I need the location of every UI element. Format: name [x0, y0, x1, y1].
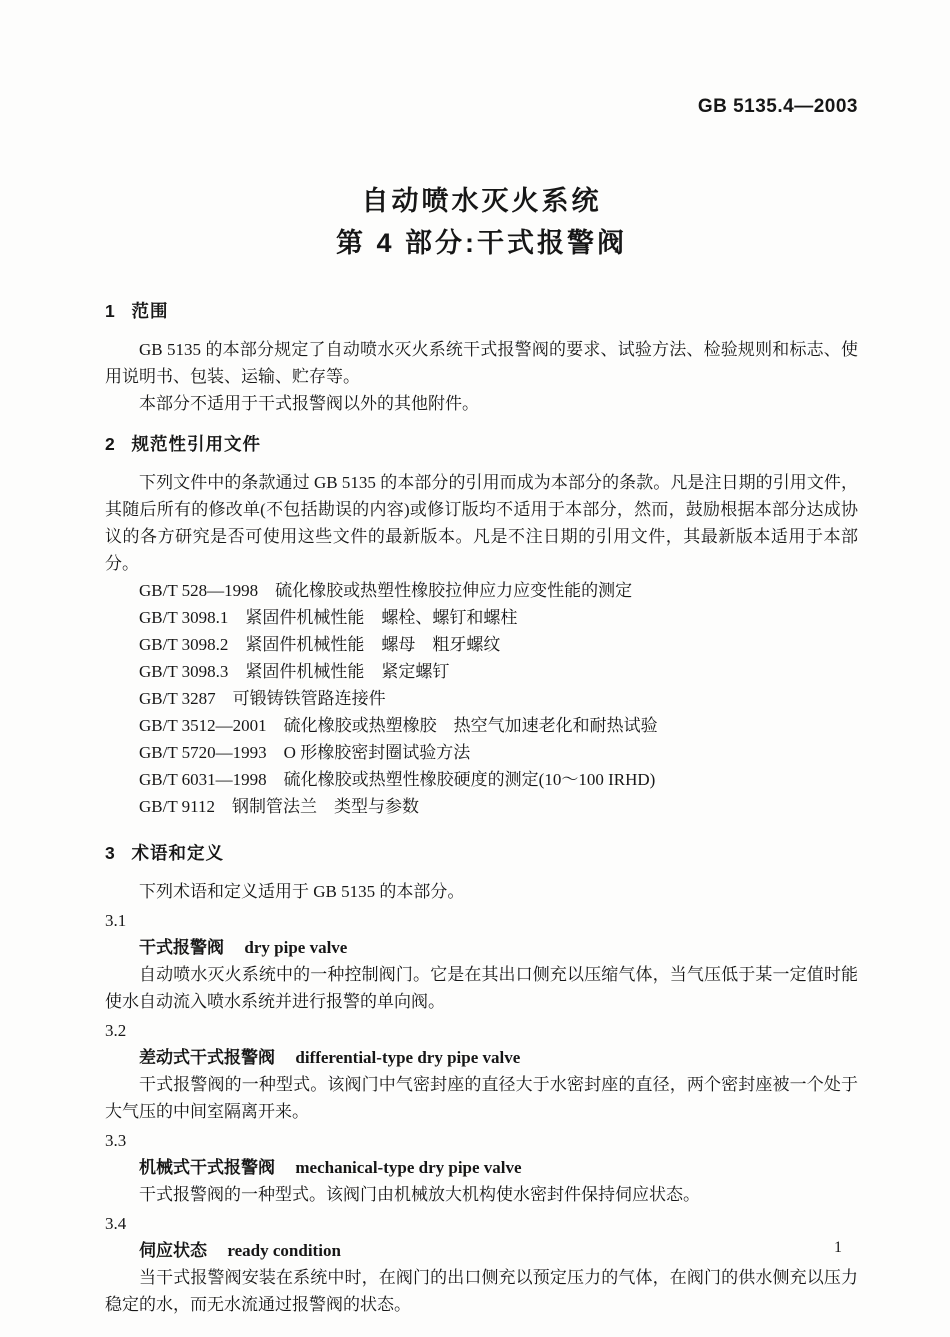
reference-code: GB/T 528—1998 — [139, 581, 259, 600]
term-definition: 自动喷水灭火系统中的一种控制阀门。它是在其出口侧充以压缩气体，当气压低于某一定值时能使水自动流入喷水系统并进行报警的单向阀。 — [105, 965, 858, 1011]
term-name — [105, 1154, 858, 1181]
reference-title: 钢制管法兰 类型与参数 — [232, 797, 420, 816]
section-heading-references — [105, 431, 858, 457]
term-number: 3.4 — [105, 1214, 127, 1233]
reference-code: GB/T 6031—1998 — [139, 770, 267, 789]
term-name-en: ready condition — [227, 1241, 341, 1260]
term-definition: 干式报警阀的一种型式。该阀门中气密封座的直径大于水密封座的直径，两个密封座被一个处于大气压的中间室隔离开来。 — [105, 1075, 858, 1121]
paragraph: 下列术语和定义适用于 GB 5135 的本部分。 — [139, 882, 465, 901]
page-number: 1 — [834, 1239, 842, 1256]
term-definition: 当干式报警阀安装在系统中时，在阀门的出口侧充以预定压力的气体，在阀门的供水侧充以压力稳定的水，而无水流通过报警阀的状态。 — [105, 1268, 858, 1314]
reference-code: GB/T 9112 — [139, 797, 216, 816]
reference-code: GB/T 3098.3 — [139, 662, 229, 681]
reference-item — [105, 739, 858, 766]
reference-item — [105, 604, 858, 631]
term-name-en: mechanical-type dry pipe valve — [295, 1158, 522, 1177]
reference-item — [105, 766, 858, 793]
doc-header — [105, 96, 858, 118]
section-title: 术语和定义 — [131, 843, 224, 863]
reference-title: 硫化橡胶或热塑橡胶 热空气加速老化和耐热试验 — [283, 716, 658, 735]
reference-item — [105, 577, 858, 604]
term-name-zh: 差动式干式报警阀 — [139, 1048, 275, 1067]
paragraph: 本部分不适用于干式报警阀以外的其他附件。 — [139, 394, 479, 413]
section-heading-scope — [105, 298, 858, 324]
term-name-zh: 机械式干式报警阀 — [139, 1158, 275, 1177]
term-block — [105, 1017, 858, 1125]
term-definition: 干式报警阀的一种型式。该阀门由机械放大机构使水密封件保持伺应状态。 — [139, 1185, 700, 1204]
section-number: 3 — [105, 843, 116, 863]
reference-code: GB/T 3098.2 — [139, 635, 229, 654]
reference-title: 紧固件机械性能 螺母 粗牙螺纹 — [245, 635, 501, 654]
term-name-en: differential-type dry pipe valve — [295, 1048, 521, 1067]
reference-title: 可锻铸铁管路连接件 — [232, 689, 386, 708]
term-name-en: dry pipe valve — [244, 938, 348, 957]
term-number: 3.2 — [105, 1021, 127, 1040]
term-block — [105, 1127, 858, 1208]
term-name — [105, 1044, 858, 1071]
reference-item — [105, 658, 858, 685]
standard-number: GB 5135.4—2003 — [697, 96, 858, 117]
doc-title-line-2: 第 4 部分:干式报警阀 — [335, 228, 627, 258]
term-name — [105, 934, 858, 961]
section-terms-definitions — [105, 840, 858, 1318]
doc-title-line-1: 自动喷水灭火系统 — [361, 186, 602, 216]
reference-title: 硫化橡胶或热塑性橡胶硬度的测定(10～100 IRHD) — [283, 770, 656, 789]
reference-title: 紧固件机械性能 螺栓、螺钉和螺柱 — [245, 608, 518, 627]
reference-title: 硫化橡胶或热塑性橡胶拉伸应力应变性能的测定 — [275, 581, 633, 600]
term-name — [105, 1237, 858, 1264]
reference-title: 紧固件机械性能 紧定螺钉 — [245, 662, 450, 681]
paragraph: 下列文件中的条款通过 GB 5135 的本部分的引用而成为本部分的条款。凡是注日期的引用文件，其随后所有的修改单(不包括勘误的内容)或修订版均不适用于本部分，然而，鼓励根据本部分达成协议的各方研究是否可使用这些文件的最新版本。凡是不注日期的引用文件，其最新版本适用于本部分。 — [105, 473, 858, 573]
reference-code: GB/T 3512—2001 — [139, 716, 267, 735]
section-number: 1 — [105, 301, 116, 321]
section-number: 2 — [105, 434, 116, 454]
reference-title: O 形橡胶密封圈试验方法 — [283, 743, 471, 762]
term-name-zh: 伺应状态 — [139, 1241, 207, 1260]
section-title: 规范性引用文件 — [131, 434, 261, 454]
reference-code: GB/T 5720—1993 — [139, 743, 267, 762]
reference-item — [105, 793, 858, 820]
reference-item — [105, 712, 858, 739]
reference-code: GB/T 3098.1 — [139, 608, 229, 627]
section-heading-terms — [105, 840, 858, 866]
reference-code: GB/T 3287 — [139, 689, 216, 708]
term-number: 3.1 — [105, 911, 127, 930]
doc-title — [105, 180, 858, 264]
section-normative-references — [105, 431, 858, 820]
reference-item — [105, 685, 858, 712]
section-title: 范围 — [131, 301, 169, 321]
paragraph: GB 5135 的本部分规定了自动喷水灭火系统干式报警阀的要求、试验方法、检验规则和标志、使用说明书、包装、运输、贮存等。 — [105, 340, 858, 386]
term-block — [105, 1210, 858, 1318]
reference-item — [105, 631, 858, 658]
section-scope — [105, 298, 858, 417]
term-number: 3.3 — [105, 1131, 127, 1150]
term-name-zh: 干式报警阀 — [139, 938, 224, 957]
term-block — [105, 907, 858, 1015]
